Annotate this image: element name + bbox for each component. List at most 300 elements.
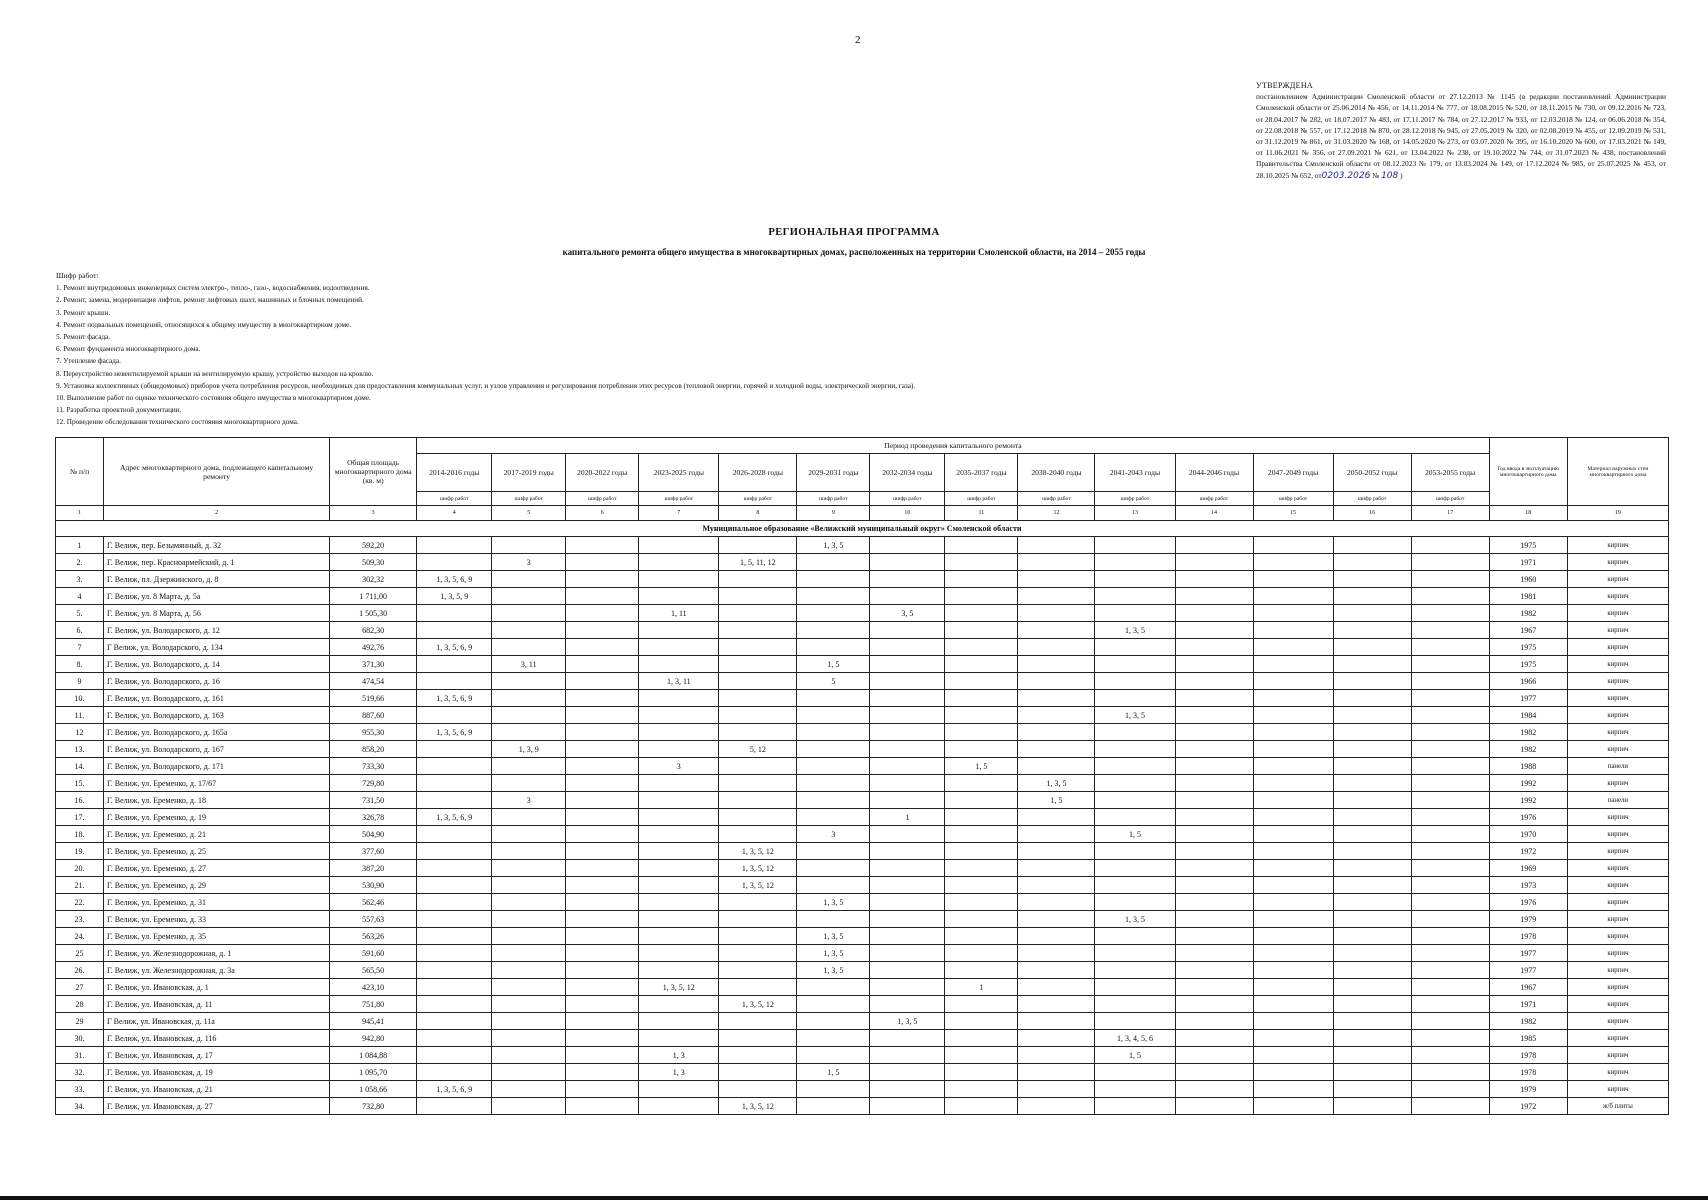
- column-number: 5: [492, 506, 566, 521]
- row-work-codes: [1018, 622, 1095, 639]
- header-period-11: 2047-2049 годы: [1253, 454, 1333, 492]
- row-address: Г. Велиж, ул. Еременко, д. 25: [104, 843, 330, 860]
- row-work-codes: [417, 622, 492, 639]
- row-work-codes: [639, 724, 719, 741]
- row-area: 733,30: [330, 758, 417, 775]
- row-work-codes: [639, 588, 719, 605]
- row-work-codes: [1018, 911, 1095, 928]
- row-work-codes: [1018, 656, 1095, 673]
- row-number: 20.: [56, 860, 104, 877]
- row-material: кирпич: [1567, 979, 1668, 996]
- column-number: 19: [1567, 506, 1668, 521]
- row-work-codes: [945, 945, 1018, 962]
- row-work-codes: [1333, 537, 1411, 554]
- row-year: 1975: [1489, 639, 1567, 656]
- row-work-codes: 3: [797, 826, 870, 843]
- row-work-codes: [1018, 605, 1095, 622]
- row-work-codes: [945, 724, 1018, 741]
- row-work-codes: [1095, 996, 1175, 1013]
- row-work-codes: [719, 826, 797, 843]
- row-work-codes: [492, 758, 566, 775]
- row-area: 732,80: [330, 1098, 417, 1115]
- row-work-codes: [1411, 656, 1489, 673]
- row-area: 955,30: [330, 724, 417, 741]
- row-work-codes: [719, 979, 797, 996]
- row-work-codes: [870, 1098, 945, 1115]
- row-work-codes: [566, 588, 639, 605]
- column-number: 1: [56, 506, 104, 521]
- row-work-codes: [945, 911, 1018, 928]
- row-work-codes: [1018, 1098, 1095, 1115]
- header-work-code: шифр работ: [1018, 492, 1095, 506]
- table-row: [56, 656, 1669, 673]
- row-year: 1982: [1489, 1013, 1567, 1030]
- row-work-codes: [1095, 1013, 1175, 1030]
- row-work-codes: [1333, 1013, 1411, 1030]
- row-work-codes: [797, 554, 870, 571]
- row-work-codes: [1253, 928, 1333, 945]
- row-work-codes: 1, 3, 5: [1095, 622, 1175, 639]
- row-material: кирпич: [1567, 809, 1668, 826]
- header-work-code: шифр работ: [492, 492, 566, 506]
- row-address: Г. Велиж, ул. Ивановская, д. 1: [104, 979, 330, 996]
- row-work-codes: 1, 3, 5, 12: [719, 996, 797, 1013]
- row-year: 1992: [1489, 792, 1567, 809]
- row-year: 1992: [1489, 775, 1567, 792]
- row-work-codes: [1175, 877, 1253, 894]
- row-work-codes: [1175, 894, 1253, 911]
- row-work-codes: [1018, 877, 1095, 894]
- row-address: Г. Велиж, ул. Ивановская, д. 17: [104, 1047, 330, 1064]
- row-work-codes: 5: [797, 673, 870, 690]
- row-work-codes: [1018, 554, 1095, 571]
- row-work-codes: [566, 894, 639, 911]
- row-work-codes: [1018, 588, 1095, 605]
- row-work-codes: [566, 928, 639, 945]
- row-work-codes: [719, 1064, 797, 1081]
- table-row: [56, 622, 1669, 639]
- row-work-codes: [1411, 911, 1489, 928]
- row-work-codes: [566, 690, 639, 707]
- row-year: 1975: [1489, 537, 1567, 554]
- row-area: 731,50: [330, 792, 417, 809]
- table-row: [56, 554, 1669, 571]
- row-area: 562,46: [330, 894, 417, 911]
- row-work-codes: [1175, 945, 1253, 962]
- row-work-codes: [1095, 945, 1175, 962]
- row-work-codes: [1253, 979, 1333, 996]
- document-title: РЕГИОНАЛЬНАЯ ПРОГРАММА: [768, 227, 940, 238]
- row-work-codes: 1, 3, 5: [870, 1013, 945, 1030]
- row-work-codes: [639, 860, 719, 877]
- row-address: Г. Велиж, ул. Еременко, д. 27: [104, 860, 330, 877]
- header-work-code: шифр работ: [1095, 492, 1175, 506]
- row-work-codes: [945, 673, 1018, 690]
- row-work-codes: [417, 894, 492, 911]
- row-number: 30.: [56, 1030, 104, 1047]
- row-area: 729,80: [330, 775, 417, 792]
- row-work-codes: [945, 1013, 1018, 1030]
- row-work-codes: [719, 707, 797, 724]
- row-work-codes: [492, 894, 566, 911]
- row-work-codes: [417, 945, 492, 962]
- row-work-codes: [566, 843, 639, 860]
- table-row: [56, 758, 1669, 775]
- row-work-codes: [1411, 571, 1489, 588]
- row-work-codes: [1411, 605, 1489, 622]
- row-work-codes: [1253, 605, 1333, 622]
- row-work-codes: 1, 3, 5: [797, 928, 870, 945]
- header-period-3: 2023-2025 годы: [639, 454, 719, 492]
- row-material: кирпич: [1567, 775, 1668, 792]
- row-work-codes: [719, 622, 797, 639]
- row-address: Г. Велиж, ул. Володарского, д. 167: [104, 741, 330, 758]
- row-work-codes: [870, 1081, 945, 1098]
- row-work-codes: [1095, 843, 1175, 860]
- row-work-codes: [417, 1030, 492, 1047]
- row-work-codes: [639, 809, 719, 826]
- row-year: 1976: [1489, 894, 1567, 911]
- header-work-code: шифр работ: [417, 492, 492, 506]
- header-work-code: шифр работ: [1253, 492, 1333, 506]
- row-work-codes: [566, 656, 639, 673]
- row-work-codes: [1333, 1030, 1411, 1047]
- row-material: кирпич: [1567, 911, 1668, 928]
- row-material: ж/б плиты: [1567, 1098, 1668, 1115]
- row-number: 25: [56, 945, 104, 962]
- row-work-codes: [417, 707, 492, 724]
- row-work-codes: [1175, 809, 1253, 826]
- row-work-codes: [797, 622, 870, 639]
- row-work-codes: [566, 945, 639, 962]
- row-work-codes: [1333, 996, 1411, 1013]
- row-work-codes: [797, 690, 870, 707]
- row-work-codes: [1333, 843, 1411, 860]
- row-work-codes: [945, 809, 1018, 826]
- row-work-codes: [492, 1081, 566, 1098]
- row-work-codes: [1333, 945, 1411, 962]
- row-number: 19.: [56, 843, 104, 860]
- row-material: кирпич: [1567, 605, 1668, 622]
- row-work-codes: [797, 792, 870, 809]
- header-year: Год ввода в эксплуатацию многоквартирного дома: [1489, 438, 1567, 506]
- row-work-codes: [1253, 656, 1333, 673]
- cipher-item: 12. Проведение обследования технического состояния многоквартирного дома.: [56, 418, 299, 427]
- row-work-codes: [1018, 707, 1095, 724]
- row-work-codes: [1175, 1064, 1253, 1081]
- row-work-codes: 1, 3, 5: [1095, 707, 1175, 724]
- row-work-codes: [1333, 877, 1411, 894]
- row-work-codes: [1095, 962, 1175, 979]
- header-work-code: шифр работ: [1411, 492, 1489, 506]
- row-work-codes: [417, 877, 492, 894]
- row-work-codes: [1333, 622, 1411, 639]
- row-work-codes: [566, 877, 639, 894]
- row-material: кирпич: [1567, 673, 1668, 690]
- row-work-codes: 3: [492, 554, 566, 571]
- row-work-codes: [566, 1064, 639, 1081]
- row-work-codes: [719, 724, 797, 741]
- column-number: 6: [566, 506, 639, 521]
- row-work-codes: [1411, 741, 1489, 758]
- cipher-item: 4. Ремонт подвальных помещений, относящихся к общему имуществу в многоквартирном доме.: [56, 320, 352, 329]
- row-material: кирпич: [1567, 656, 1668, 673]
- row-work-codes: [1018, 860, 1095, 877]
- row-work-codes: [1253, 775, 1333, 792]
- approval-text: постановлением Администрации Смоленской области от 27.12.2013 № 1145 (в редакции постановлений Администрации Смоленской области от 25.06.2014 № 456, от 14.11.2014 № 777, от 18.08.2015 № 520, от 18.11.2015 № 730, от 09.12.2016 № 723, от 28.04.2017 № 282, от 18.07.2017 № 483, от 17.11.2017 № 784, от 27.12.2017 № 933, от 12.03.2018 № 124, от 06.06.2018 № 354, от 22.08.2018 № 557, от 17.12.2018 № 870, от 28.12.2018 № 945, от 27.05.2019 № 320, от 02.08.2019 № 455, от 12.09.2019 № 531, от 31.12.2019 № 861, от 31.03.2020 № 168, от 14.05.2020 № 273, от 03.07.2020 № 395, от 16.10.2020 № 600, от 17.03.2021 № 149, от 11.06.2021 № 356, от 27.09.2021 № 621, от 13.04.2022 № 238, от 19.10.2022 № 744, от 31.07.2023 № 438, постановлений Правительства Смоленской области от 08.12.2023 № 179, от 13.03.2024 № 149, от 17.12.2024 № 985, от 25.07.2025 № 453, от 28.10.2025 № 652, от: [1256, 92, 1666, 180]
- row-work-codes: [492, 826, 566, 843]
- row-address: Г. Велиж, ул. Еременко, д. 35: [104, 928, 330, 945]
- handwritten-number: 108: [1381, 170, 1399, 181]
- row-material: панели: [1567, 792, 1668, 809]
- row-work-codes: [1333, 962, 1411, 979]
- row-work-codes: 1, 3, 5, 6, 9: [417, 1081, 492, 1098]
- row-work-codes: [1253, 588, 1333, 605]
- row-work-codes: [566, 860, 639, 877]
- row-address: Г. Велиж, ул. Еременко, д. 29: [104, 877, 330, 894]
- row-work-codes: [1018, 962, 1095, 979]
- row-work-codes: [492, 843, 566, 860]
- row-work-codes: 1, 5: [945, 758, 1018, 775]
- cipher-item: 6. Ремонт фундамента многоквартирного дома.: [56, 345, 201, 354]
- row-work-codes: [566, 1047, 639, 1064]
- row-work-codes: [1175, 911, 1253, 928]
- row-material: кирпич: [1567, 826, 1668, 843]
- row-work-codes: 1, 3, 11: [639, 673, 719, 690]
- row-work-codes: [566, 979, 639, 996]
- row-work-codes: [1333, 1081, 1411, 1098]
- row-work-codes: [945, 1064, 1018, 1081]
- row-work-codes: [566, 639, 639, 656]
- row-material: кирпич: [1567, 690, 1668, 707]
- row-work-codes: [1411, 843, 1489, 860]
- row-address: Г. Велиж, ул. Еременко, д. 17/67: [104, 775, 330, 792]
- row-area: 591,60: [330, 945, 417, 962]
- row-material: кирпич: [1567, 588, 1668, 605]
- table-row: [56, 605, 1669, 622]
- row-work-codes: [1333, 1098, 1411, 1115]
- row-area: 887,60: [330, 707, 417, 724]
- row-work-codes: [1095, 792, 1175, 809]
- row-work-codes: [1253, 707, 1333, 724]
- row-work-codes: [417, 979, 492, 996]
- row-work-codes: [719, 962, 797, 979]
- row-work-codes: 1, 3, 5: [1095, 911, 1175, 928]
- row-year: 1982: [1489, 605, 1567, 622]
- row-year: 1960: [1489, 571, 1567, 588]
- row-work-codes: [1095, 571, 1175, 588]
- row-area: 1 084,88: [330, 1047, 417, 1064]
- row-work-codes: [870, 911, 945, 928]
- table-row: [56, 741, 1669, 758]
- row-work-codes: [870, 1030, 945, 1047]
- row-work-codes: [492, 775, 566, 792]
- row-work-codes: [945, 656, 1018, 673]
- row-work-codes: [719, 928, 797, 945]
- row-material: кирпич: [1567, 877, 1668, 894]
- row-work-codes: [492, 1030, 566, 1047]
- row-number: 4: [56, 588, 104, 605]
- table-row: [56, 588, 1669, 605]
- row-work-codes: [1411, 724, 1489, 741]
- row-work-codes: [1333, 639, 1411, 656]
- row-work-codes: [1095, 588, 1175, 605]
- row-work-codes: [945, 690, 1018, 707]
- row-year: 1975: [1489, 656, 1567, 673]
- row-work-codes: [492, 622, 566, 639]
- row-work-codes: [870, 792, 945, 809]
- row-work-codes: [1411, 877, 1489, 894]
- table-row: [56, 724, 1669, 741]
- row-work-codes: [492, 639, 566, 656]
- table-row: [56, 1081, 1669, 1098]
- row-work-codes: 1, 3, 4, 5, 6: [1095, 1030, 1175, 1047]
- header-work-code: шифр работ: [1333, 492, 1411, 506]
- row-work-codes: [492, 673, 566, 690]
- row-work-codes: [797, 979, 870, 996]
- row-work-codes: [719, 673, 797, 690]
- row-number: 3.: [56, 571, 104, 588]
- row-work-codes: [1175, 588, 1253, 605]
- row-work-codes: [870, 656, 945, 673]
- row-work-codes: [639, 707, 719, 724]
- row-work-codes: [1411, 826, 1489, 843]
- row-work-codes: [1175, 996, 1253, 1013]
- column-number: 18: [1489, 506, 1567, 521]
- row-year: 1969: [1489, 860, 1567, 877]
- row-work-codes: [797, 1047, 870, 1064]
- row-work-codes: [719, 894, 797, 911]
- row-work-codes: [492, 537, 566, 554]
- row-address: Г. Велиж, ул. Володарского, д. 12: [104, 622, 330, 639]
- column-number: 16: [1333, 506, 1411, 521]
- section-title: Муниципальное образование «Велижский муниципальный округ» Смоленской области: [56, 521, 1669, 537]
- header-area: Общая площадь многоквартирного дома (кв. м): [330, 438, 417, 506]
- row-work-codes: [417, 792, 492, 809]
- row-work-codes: [639, 741, 719, 758]
- row-work-codes: 1, 3, 5, 6, 9: [417, 724, 492, 741]
- row-work-codes: [1253, 843, 1333, 860]
- header-period-1: 2017-2019 годы: [492, 454, 566, 492]
- row-work-codes: [1411, 622, 1489, 639]
- row-address: Г. Велиж, ул. Железнодорожная, д. 1: [104, 945, 330, 962]
- row-work-codes: [719, 588, 797, 605]
- row-work-codes: [1411, 639, 1489, 656]
- row-work-codes: [492, 877, 566, 894]
- row-work-codes: 1, 3, 5, 12: [719, 1098, 797, 1115]
- row-work-codes: [719, 1013, 797, 1030]
- row-work-codes: [566, 707, 639, 724]
- header-period-12: 2050-2052 годы: [1333, 454, 1411, 492]
- row-work-codes: [1253, 911, 1333, 928]
- cipher-title: Шифр работ:: [56, 271, 99, 280]
- row-number: 32.: [56, 1064, 104, 1081]
- row-work-codes: [1253, 1030, 1333, 1047]
- row-address: Г. Велиж, ул. 8 Марта, д. 5а: [104, 588, 330, 605]
- row-work-codes: [1253, 554, 1333, 571]
- row-area: 682,30: [330, 622, 417, 639]
- row-work-codes: [1411, 928, 1489, 945]
- row-work-codes: [945, 605, 1018, 622]
- row-work-codes: [1095, 724, 1175, 741]
- row-year: 1988: [1489, 758, 1567, 775]
- row-work-codes: [1333, 571, 1411, 588]
- row-work-codes: [417, 928, 492, 945]
- header-period-4: 2026-2028 годы: [719, 454, 797, 492]
- row-work-codes: [1095, 1064, 1175, 1081]
- row-work-codes: [639, 792, 719, 809]
- row-work-codes: [566, 673, 639, 690]
- row-work-codes: [1175, 673, 1253, 690]
- row-work-codes: 1, 3, 9: [492, 741, 566, 758]
- row-area: 302,32: [330, 571, 417, 588]
- row-work-codes: [945, 639, 1018, 656]
- row-address: Г. Велиж, ул. Володарского, д. 165а: [104, 724, 330, 741]
- row-work-codes: [1175, 1081, 1253, 1098]
- table-row: [56, 843, 1669, 860]
- row-work-codes: [797, 1030, 870, 1047]
- row-work-codes: [1175, 758, 1253, 775]
- row-material: кирпич: [1567, 1013, 1668, 1030]
- row-address: Г. Велиж, ул. Ивановская, д. 27: [104, 1098, 330, 1115]
- row-work-codes: [417, 1013, 492, 1030]
- table-row: [56, 1098, 1669, 1115]
- row-work-codes: [566, 1030, 639, 1047]
- row-area: 1 095,70: [330, 1064, 417, 1081]
- row-work-codes: [870, 877, 945, 894]
- row-material: кирпич: [1567, 1047, 1668, 1064]
- row-work-codes: 1, 3, 5, 6, 9: [417, 809, 492, 826]
- row-material: кирпич: [1567, 724, 1668, 741]
- row-work-codes: [1411, 792, 1489, 809]
- row-work-codes: [1095, 741, 1175, 758]
- cipher-item: 1. Ремонт внутридомовых инженерных систем электро-, тепло-, газо-, водоснабжения, водоотведения.: [56, 284, 370, 293]
- row-work-codes: [566, 1013, 639, 1030]
- row-work-codes: [1018, 758, 1095, 775]
- row-area: 592,20: [330, 537, 417, 554]
- row-number: 24.: [56, 928, 104, 945]
- row-work-codes: [1175, 775, 1253, 792]
- row-address: Г. Велиж, ул. Еременко, д. 21: [104, 826, 330, 843]
- cipher-item: 10. Выполнение работ по оценке технического состояния общего имущества в многоквартирном доме.: [56, 394, 371, 403]
- row-work-codes: [1411, 707, 1489, 724]
- row-work-codes: [1253, 1047, 1333, 1064]
- row-work-codes: [719, 690, 797, 707]
- row-work-codes: [639, 945, 719, 962]
- row-material: кирпич: [1567, 554, 1668, 571]
- row-work-codes: [492, 1098, 566, 1115]
- row-work-codes: [1253, 962, 1333, 979]
- row-work-codes: [1253, 622, 1333, 639]
- row-work-codes: [719, 809, 797, 826]
- row-work-codes: [639, 911, 719, 928]
- row-number: 34.: [56, 1098, 104, 1115]
- table-row: [56, 673, 1669, 690]
- row-work-codes: [719, 792, 797, 809]
- row-work-codes: [1018, 741, 1095, 758]
- repair-program-table: [55, 437, 1669, 1115]
- table-row: [56, 571, 1669, 588]
- row-work-codes: [639, 639, 719, 656]
- row-work-codes: [1253, 877, 1333, 894]
- row-work-codes: [492, 945, 566, 962]
- row-material: кирпич: [1567, 945, 1668, 962]
- row-work-codes: [870, 928, 945, 945]
- table-row: [56, 979, 1669, 996]
- row-work-codes: [797, 605, 870, 622]
- row-number: 7: [56, 639, 104, 656]
- row-area: 474,54: [330, 673, 417, 690]
